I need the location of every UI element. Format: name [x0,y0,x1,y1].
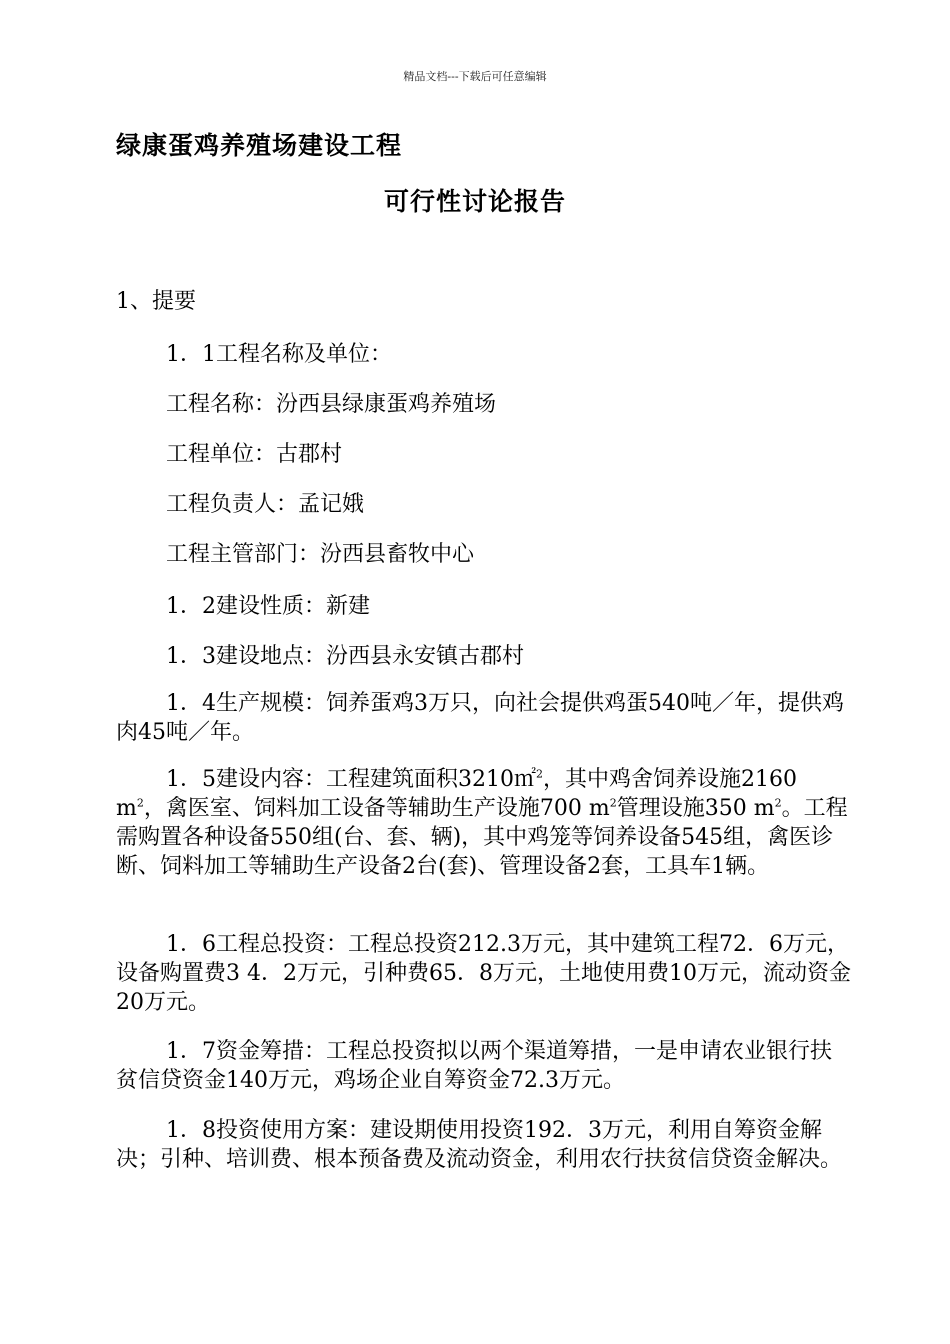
s1-5-part-b: ，其中鸡舍饲养设施2160 m [116,767,797,821]
s1-5-part-e: 。工程需购置各种设备550组(台、套、辆)，其中鸡笼等饲养设备545组，禽医诊断、饲料加工等辅助生产设备2台(套)、管理设备2套，工具车1辆。 [116,796,848,879]
project-department: 工程主管部门：汾西县畜牧中心 [166,542,475,567]
subsection-1-1: 1．1工程名称及单位： [166,342,392,367]
s1-5-part-a: 1．5建设内容：工程建筑面积3210㎡ [166,767,536,792]
document-title-line2: 可行性讨论报告 [384,187,567,216]
superscript: 2 [136,796,144,810]
project-name: 工程名称：汾西县绿康蛋鸡养殖场 [166,392,497,417]
document-title-line1: 绿康蛋鸡养殖场建设工程 [116,131,403,160]
superscript: 2 [774,796,782,810]
superscript: 2 [609,796,617,810]
project-unit: 工程单位：古郡村 [166,442,343,467]
s1-5-part-d: 管理设施350 m [616,796,775,821]
subsection-1-5 [116,765,852,881]
subsection-1-3: 1．3建设地点：汾西县永安镇古郡村 [166,644,524,669]
superscript: 2 [535,767,543,781]
project-leader: 工程负责人：孟记娥 [166,492,365,517]
subsection-1-4: 1．4生产规模：饲养蛋鸡3万只，向社会提供鸡蛋540吨／年，提供鸡肉45吨／年。 [116,691,844,745]
subsection-1-8: 1．8投资使用方案：建设期使用投资192．3万元，利用自筹资金解决；引种、培训费、根本预备费及流动资金，利用农行扶贫信贷资金解决。 [116,1118,843,1172]
subsection-1-7: 1．7资金筹措：工程总投资拟以两个渠道筹措，一是申请农业银行扶贫信贷资金140万元，鸡场企业自筹资金72.3万元。 [116,1039,832,1093]
subsection-1-2: 1．2建设性质：新建 [166,594,370,619]
section-heading: 1、提要 [116,289,196,314]
page-header: 精品文档---下载后可任意编辑 [403,70,547,83]
s1-5-part-c: ，禽医室、饲料加工设备等辅助生产设施700 m [143,796,610,821]
subsection-1-6: 1．6工程总投资：工程总投资212.3万元，其中建筑工程72．6万元，设备购置费3 4．2万元，引种费65．8万元，土地使用费10万元，流动资金20万元。 [116,932,851,1015]
